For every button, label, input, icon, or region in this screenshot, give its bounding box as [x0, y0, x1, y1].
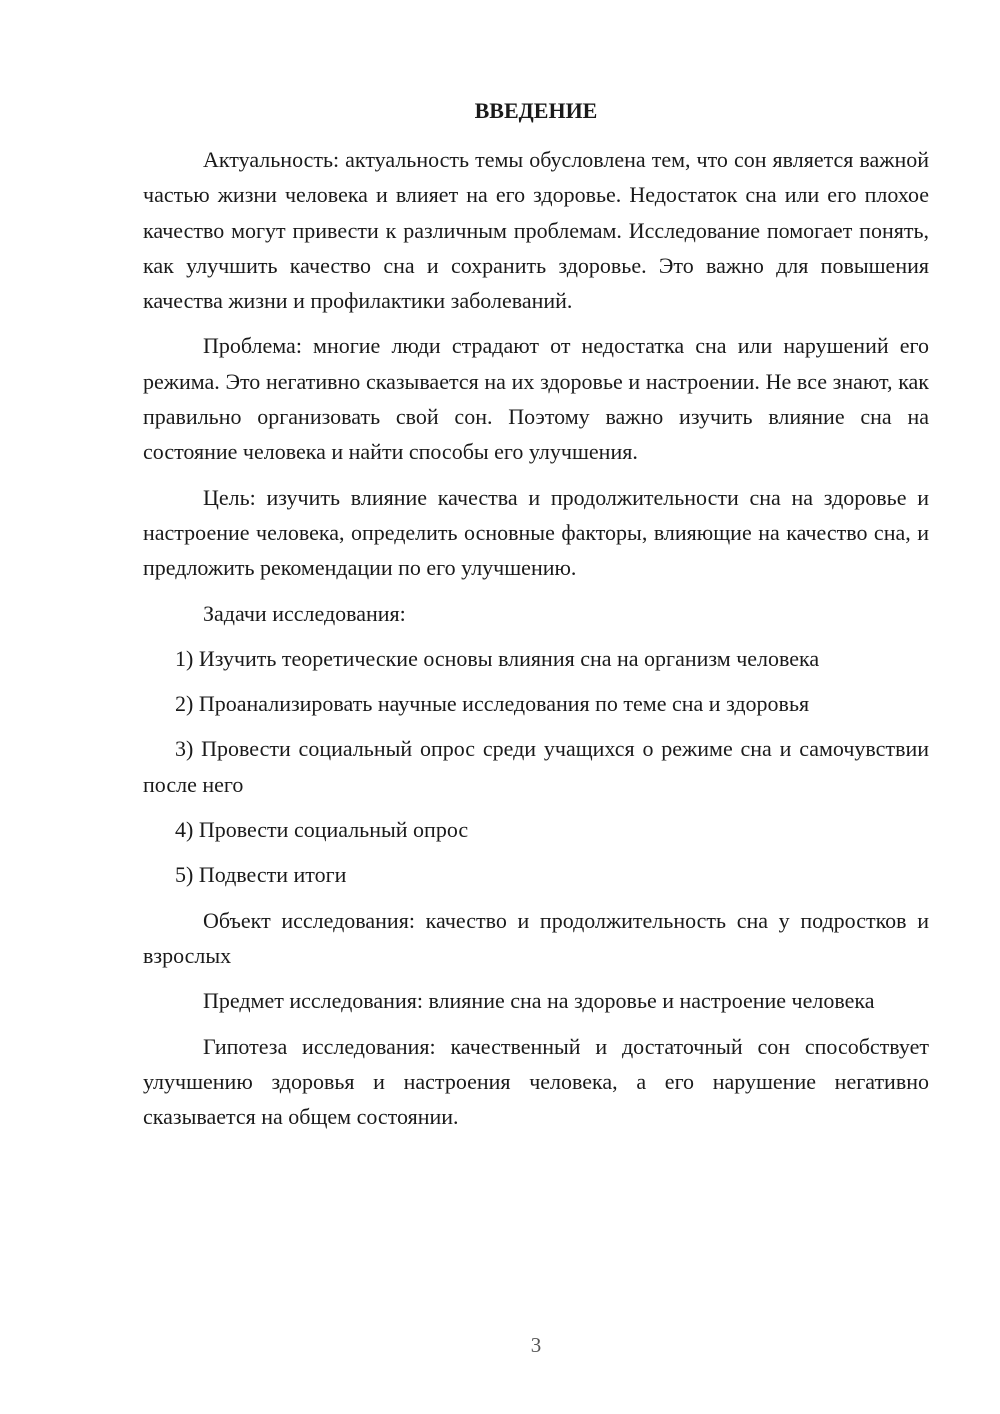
paragraph-problem: Проблема: многие люди страдают от недостатка сна или нарушений его режима. Это негативно сказывается на их здоровье и настроении. Не все знают, как правильно организовать свой сон. Поэтому важно изучить влияние сна на состояние человека и найти способы его улучшения.	[143, 333, 929, 465]
paragraph-hypothesis: Гипотеза исследования: качественный и достаточный сон способствует улучшению здоровья и настроения человека, а его нарушение негативно сказывается на общем состоянии.	[143, 1033, 929, 1130]
task-item: 2) Проанализировать научные исследования по теме сна и здоровья	[175, 691, 810, 717]
task-item: 1) Изучить теоретические основы влияния сна на организм человека	[175, 645, 820, 671]
task-item: 3) Провести социальный опрос среди учащихся о режиме сна и самочувствии после него	[143, 736, 929, 797]
paragraph-tasks-heading: Задачи исследования:	[203, 600, 406, 626]
page-title: ВВЕДЕНИЕ	[474, 98, 598, 123]
document-body	[143, 142, 929, 1144]
paragraph-object: Объект исследования: качество и продолжительность сна у подростков и взрослых	[143, 907, 929, 968]
task-item: 4) Провести социальный опрос	[175, 817, 469, 843]
paragraph-goal: Цель: изучить влияние качества и продолжительности сна на здоровье и настроение человека, определить основные факторы, влияющие на качество сна, и предложить рекомендации по его улучшению.	[143, 484, 929, 581]
task-item: 5) Подвести итоги	[175, 862, 347, 888]
paragraph-relevance: Актуальность: актуальность темы обусловлена тем, что сон является важной частью жизни человека и влияет на его здоровье. Недостаток сна или его плохое качество могут привести к различным проблемам. Исследование помогает понять, как улучшить качество сна и сохранить здоровье. Это важно для повышения качества жизни и профилактики заболеваний.	[143, 147, 929, 314]
paragraph-subject: Предмет исследования: влияние сна на здоровье и настроение человека	[203, 988, 875, 1014]
page-number: 3	[530, 1333, 542, 1357]
